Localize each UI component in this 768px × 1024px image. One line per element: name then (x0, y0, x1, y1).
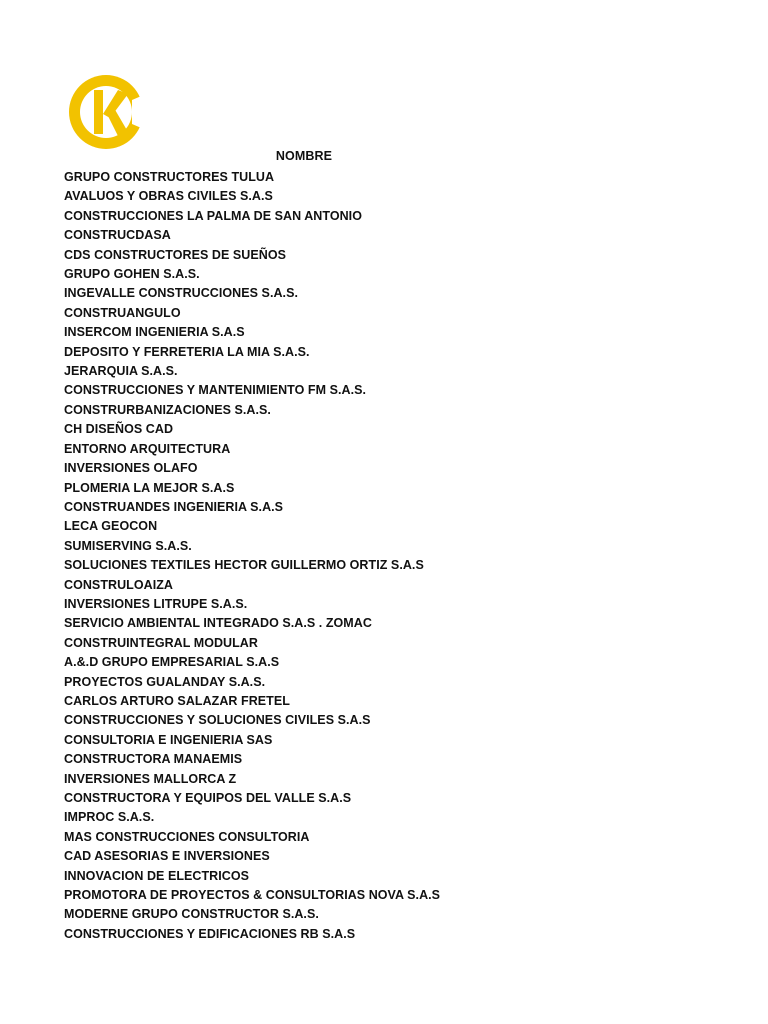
list-item: CONSTRUCDASA (64, 228, 171, 243)
list-item: MODERNE GRUPO CONSTRUCTOR S.A.S. (64, 907, 319, 922)
list-item: ENTORNO ARQUITECTURA (64, 441, 231, 456)
list-item: PROYECTOS GUALANDAY S.A.S. (64, 674, 266, 689)
list-item: GRUPO CONSTRUCTORES TULUA (64, 170, 275, 184)
list-item: INNOVACION DE ELECTRICOS (64, 868, 250, 883)
list-item: CONSTRUCCIONES LA PALMA DE SAN ANTONIO (64, 208, 362, 223)
list-item: GRUPO GOHEN S.A.S. (64, 267, 200, 282)
list-item: PROMOTORA DE PROYECTOS & CONSULTORIAS NOVA S.A.S (64, 888, 441, 903)
list-item: INGEVALLE CONSTRUCCIONES S.A.S. (64, 286, 298, 301)
list-item: MAS CONSTRUCCIONES CONSULTORIA (64, 829, 310, 844)
list-item: CONSTRUANDES INGENIERIA S.A.S (64, 499, 284, 514)
list-item: INVERSIONES LITRUPE S.A.S. (64, 596, 248, 611)
list-item: PLOMERIA LA MEJOR S.A.S (64, 480, 235, 495)
list-item: A.&.D GRUPO EMPRESARIAL S.A.S (64, 655, 280, 670)
list-item: IMPROC S.A.S. (64, 810, 155, 825)
list-item: CAD ASESORIAS E INVERSIONES (64, 849, 270, 864)
list-item: SOLUCIONES TEXTILES HECTOR GUILLERMO ORTIZ S.A.S (64, 558, 424, 573)
list-item: CONSTRUCCIONES Y MANTENIMIENTO FM S.A.S. (64, 383, 367, 398)
list-item: CONSTRUCTORA Y EQUIPOS DEL VALLE S.A.S (64, 791, 352, 805)
list-item: CH DISEÑOS CAD (64, 422, 174, 437)
list-item: DEPOSITO Y FERRETERIA LA MIA S.A.S. (64, 344, 310, 359)
list-item: CONSTRUCCIONES Y SOLUCIONES CIVILES S.A.S (64, 713, 371, 728)
k-circle-logo (66, 72, 146, 152)
list-item: JERARQUIA S.A.S. (64, 364, 178, 379)
list-item: INVERSIONES MALLORCA Z (64, 771, 237, 786)
list-item: INVERSIONES OLAFO (64, 461, 198, 476)
list-item: SUMISERVING S.A.S. (64, 538, 192, 553)
list-item: SERVICIO AMBIENTAL INTEGRADO S.A.S . ZOMAC (64, 616, 372, 631)
list-item: CARLOS ARTURO SALAZAR FRETEL (64, 693, 290, 708)
logo-k-stem (94, 90, 103, 134)
list-item: CONSTRULOAIZA (64, 577, 173, 592)
logo-gap (132, 94, 146, 130)
list-item: CONSTRUCCIONES Y EDIFICACIONES RB S.A.S (64, 926, 356, 941)
k-logo-icon (66, 72, 146, 152)
list-item: LECA GEOCON (64, 519, 158, 534)
list-item: CONSTRUANGULO (64, 305, 181, 320)
list-item: AVALUOS Y OBRAS CIVILES S.A.S (64, 189, 273, 204)
column-header-nombre: NOMBRE (275, 149, 333, 163)
list-item: CONSTRUCTORA MANAEMIS (64, 752, 243, 767)
list-item: CONSTRUINTEGRAL MODULAR (64, 635, 258, 650)
list-item: CONSTRURBANIZACIONES S.A.S. (64, 402, 271, 417)
list-item: INSERCOM INGENIERIA S.A.S (64, 325, 245, 340)
list-item: CDS CONSTRUCTORES DE SUEÑOS (64, 247, 286, 262)
list-item: CONSULTORIA E INGENIERIA SAS (64, 732, 273, 747)
company-list (64, 168, 440, 944)
